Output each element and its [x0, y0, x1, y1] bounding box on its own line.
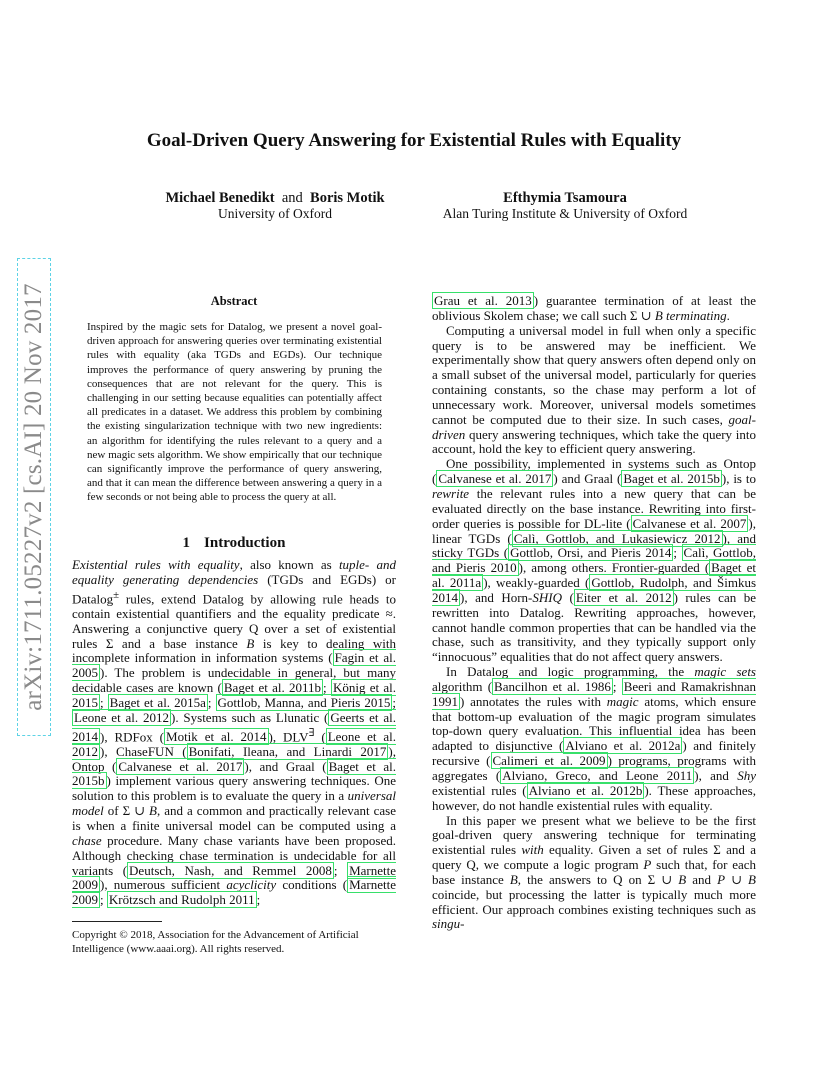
- abstract-text: Inspired by the magic sets for Datalog, we present a novel goal-driven approach for answering queries over terminating existential rules with equality (aka TGDs and EGDs). Our technique improves the performance of query answering by pruning the consequences that are not relevant for the query. This is challenging in our setting because equalities can potentially affect all predicates in a dataset. We address this problem by combining the existing singularization technique with two new ingredients: an algorithm for identifying the rules relevant to a query and a new magic sets algorithm. We show empirically that our technique can significantly improve the performance of query answering, and that it can mean the difference between answering a query in a few seconds or not being able to process the query at all.: [87, 321, 382, 504]
- arxiv-stamp-text[interactable]: arXiv:1711.05227v2 [cs.AI] 20 Nov 2017: [17, 258, 51, 736]
- authors-right: [420, 190, 710, 222]
- author-affiliation: University of Oxford: [218, 206, 332, 221]
- arxiv-stamp: [14, 258, 54, 736]
- abstract-body: [87, 320, 382, 505]
- section-heading: [72, 535, 396, 552]
- citation-link[interactable]: Calvanese et al. 2007: [632, 515, 747, 531]
- citation-link[interactable]: Leone et al. 2012: [72, 728, 396, 759]
- citation-link[interactable]: Baget et al. 2011b: [223, 680, 322, 696]
- citation-link[interactable]: Deutsch, Nash, and Remmel 2008: [129, 862, 332, 878]
- citation-link[interactable]: Bancilhon et al. 1986: [494, 678, 611, 694]
- citation-link[interactable]: Marnette 2009: [72, 862, 396, 893]
- citation-link[interactable]: Alviano, Greco, and Leone 2011: [502, 768, 693, 783]
- paragraph: One possibility, implemented in systems such as Ontop ( Calvanese et al. 2017 ) and Graal ( Baget et al. 2015b ), is to rewrite the relevant rules into a new query that can be evaluated directly on the base instance. Rewriting into first-order queries is possible for DL-lite ( Calvanese et al. 2007 ), linear TGDs ( Calì, Gottlob, and Lukasiewicz 2012 ), and sticky TGDs ( Gottlob, Orsi, and Pieris 2014 ; Calì, Gottlob, and Pieris 2010 ), among others. Frontier-guarded ( Baget et al. 2011a ), weakly-guarded ( Gottlob, Rudolph, and Šimkus 2014 ), and Horn-SHIQ ( Eiter et al. 2012 ) rules can be rewritten into Datalog. Rewriting approaches, however, cannot handle common properties that can be handled via the chase, such as transitivity, and they typically support only “innocuous” equalities that do not affect query answers.: [432, 456, 757, 665]
- citation-link[interactable]: Leone et al. 2012: [74, 709, 169, 725]
- paper-title: Goal-Driven Query Answering for Existential Rules with Equality: [146, 130, 682, 151]
- citation-link[interactable]: Bonifati, Ileana, and Linardi 2017: [188, 743, 387, 759]
- left-column-body: [72, 558, 396, 908]
- citation-link[interactable]: Motik et al. 2014: [166, 728, 267, 744]
- author-name: Michael Benedikt: [165, 190, 275, 206]
- citation-link[interactable]: Calvanese et al. 2017: [438, 471, 552, 487]
- section-title: Introduction: [204, 535, 286, 551]
- citation-link[interactable]: Alviano et al. 2012a: [565, 738, 681, 754]
- paragraph: In this paper we present what we believe to be the first goal-driven query answering technique for terminating existential rules with equality. Given a set of rules Σ and a query Q, we compute a logic program P such that, for each base instance B, the answers to Q on Σ ∪ B and P ∪ B coincide, but processing the latter is typically much more efficient. Our approach combines existing techniques such as singu-: [432, 812, 757, 932]
- citation-link[interactable]: Fagin et al. 2005: [72, 650, 396, 681]
- author-name: Boris Motik: [310, 190, 385, 206]
- citation-link[interactable]: Calimeri et al. 2009: [492, 753, 606, 769]
- citation-link[interactable]: Beeri and Ramakrishnan 1991: [432, 678, 756, 709]
- citation-link[interactable]: Gottlob, Orsi, and Pieris 2014: [510, 545, 672, 561]
- footnote-rule: [72, 921, 162, 922]
- paragraph: In Datalog and logic programming, the magic sets algorithm ( Bancilhon et al. 1986 ; Beeri and Ramakrishnan 1991 ) annotates the rules with magic atoms, which ensure that bottom-up evaluation of the magic program simulates top-down query evaluation. This influential idea has been adapted to disjunctive ( Alviano et al. 2012a ) and finitely recursive ( Calimeri et al. 2009 ) programs, programs with aggregates ( Alviano, Greco, and Leone 2011 ), and Shy existential rules ( Alviano et al. 2012b ). These approaches, however, do not handle existential rules with equality.: [432, 664, 757, 813]
- citation-link[interactable]: Baget et al. 2015b: [72, 758, 396, 789]
- paragraph: Existential rules with equality, also known as tuple- and equality generating dependencies (TGDs and EGDs) or Datalog± rules, extend Datalog by allowing rule heads to contain existential quantifiers and the equality predicate ≈. Answering a conjunctive query Q over a set of existential rules Σ and a base instance B is key to dealing with incomplete information in information systems ( Fagin et al. 2005 ). The problem is undecidable in general, but many decidable cases are known ( Baget et al. 2011b ; König et al. 2015 ; Baget et al. 2015a ; Gottlob, Manna, and Pieris 2015 ; Leone et al. 2012 ). Systems such as Llunatic ( Geerts et al. 2014 ), RDFox ( Motik et al. 2014 ), DLV∃ ( Leone et al. 2012 ), ChaseFUN ( Bonifati, Ileana, and Linardi 2017 ), Ontop ( Calvanese et al. 2017 ), and Graal ( Baget et al. 2015b ) implement various query answering techniques. One solution to this problem is to evaluate the query in a universal model of Σ ∪ B, and a common and practically relevant case is when a finite universal model can be computed using a chase procedure. Many chase variants have been proposed. Although checking chase termination is undecidable for all variants ( Deutsch, Nash, and Remmel 2008 ; Marnette 2009 ), numerous sufficient acyclicity conditions ( Marnette 2009 ; Krötzsch and Rudolph 2011 ;: [72, 557, 397, 908]
- citation-link[interactable]: Baget et al. 2011a: [432, 560, 756, 591]
- citation-link[interactable]: Gottlob, Manna, and Pieris 2015: [217, 694, 391, 710]
- author-name: Efthymia Tsamoura: [503, 190, 627, 206]
- citation-link[interactable]: Alviano et al. 2012b: [528, 782, 643, 798]
- citation-link[interactable]: Marnette 2009: [72, 877, 396, 908]
- citation-link[interactable]: Calvanese et al. 2017: [118, 758, 243, 774]
- citation-link[interactable]: König et al. 2015: [72, 680, 396, 710]
- citation-link[interactable]: Baget et al. 2015a: [109, 694, 206, 710]
- citation-link[interactable]: Krötzsch and Rudolph 2011: [108, 892, 255, 908]
- paragraph: Computing a universal model in full when only a specific query is to be answered may be inefficient. We experimentally show that query answers often depend only on a small subset of the universal model, particularly for queries containing constants, so the chase may perform a lot of unnecessary work. Moreover, universal models sometimes cannot be computed due to their size. In such cases, goal-driven query answering techniques, which take the query into account, hold the key to efficient query answering.: [432, 322, 756, 457]
- citation-link[interactable]: Geerts et al. 2014: [72, 709, 396, 744]
- author-and: and: [281, 190, 303, 206]
- copyright-footnote: Copyright © 2018, Association for the Advancement of Artificial Intelligence (www.aaai.org). All rights reserved.: [72, 929, 359, 955]
- right-column-body: [432, 294, 756, 932]
- citation-link[interactable]: Calì, Gottlob, and Pieris 2010: [432, 545, 756, 576]
- citation-link[interactable]: Grau et al. 2013: [434, 293, 532, 308]
- citation-link[interactable]: Gottlob, Rudolph, and Šimkus 2014: [432, 575, 757, 605]
- author-affiliation: Alan Turing Institute & University of Oxford: [442, 206, 688, 221]
- citation-link[interactable]: Eiter et al. 2012: [575, 589, 672, 605]
- section-number: 1: [182, 535, 191, 551]
- authors-left: [130, 190, 420, 222]
- abstract-heading: Abstract: [210, 294, 258, 308]
- citation-link[interactable]: Baget et al. 2015b: [623, 471, 720, 487]
- citation-link[interactable]: Calì, Gottlob, and Lukasiewicz 2012: [513, 530, 721, 546]
- paragraph: Grau et al. 2013 ) guarantee termination of at least the oblivious Skolem chase; we call such Σ ∪ B terminating.: [432, 293, 756, 323]
